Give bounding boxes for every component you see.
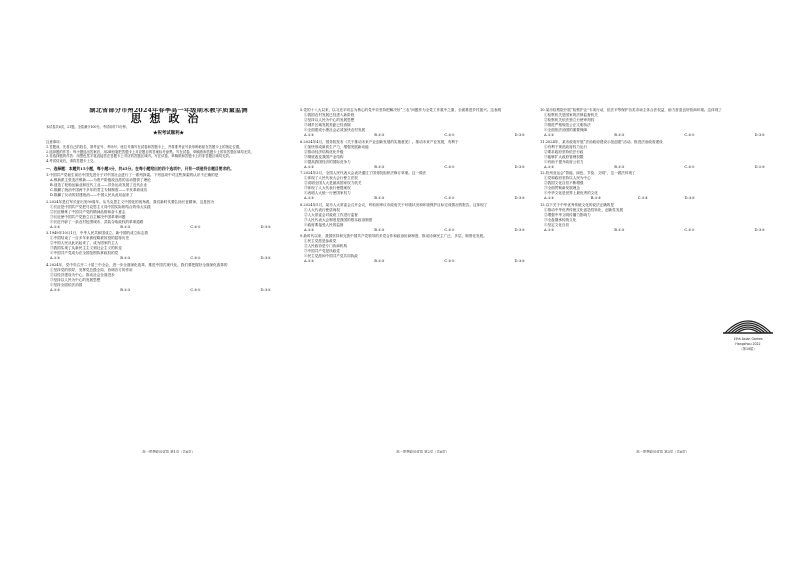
question-option: ②说明全国人大是最高国家权力机关 xyxy=(304,181,362,185)
question xyxy=(540,171,785,201)
question-option: ①坚持党的领导，发挥党总揽全局、协调各方的作用 xyxy=(50,267,133,272)
answer-choice: D.③④ xyxy=(684,196,695,200)
question-option: ④提高我国经济的国际竞争力 xyxy=(304,159,351,164)
question-option: ②以经济建设为中心，推动社会全面进步 xyxy=(50,272,115,277)
good-luck-banner: ★祝考试顺利★ xyxy=(153,131,184,137)
question-option: ③城乡区域发展差距已经消除 xyxy=(304,123,351,127)
question-option: ①加快形成新质生产力，增强发展新动能 xyxy=(304,144,369,149)
exam-notes xyxy=(46,140,291,163)
question-option: C.推翻了统治中国两千多年的君主专制制度——辛亥革命成功 xyxy=(50,188,148,193)
question-stem: 11.2024年，某市政府开展“法治政府建设示范创建”活动。推进法治政府建设 xyxy=(540,139,663,144)
question-stem: 13.以下关于中华优秀传统文化的说法正确的是 xyxy=(540,202,614,207)
answer-choice: D.③④ xyxy=(754,133,765,137)
exam-title: 湖北省部分市州2024年春季高一年级期末教学质量监测 xyxy=(89,108,248,114)
answer-choice: B.①③ xyxy=(614,133,625,137)
question-stem: 4.2024年，党中央召开二十届三中全会，进一步全面深化改革，推进中国式现代化。我们要把握好全面深化改革的 xyxy=(46,262,228,267)
question-option: ①我国农村发展已经进入新阶段 xyxy=(304,113,355,117)
question-option: ③人民代表大会制度是我国的根本政治制度 xyxy=(304,217,373,222)
question-stem: 12.杭州亚运会“智能、绿色、节俭、文明”，这一做法体现了 xyxy=(540,171,636,175)
note-line: 3.非选择题的作答：用黑色签字笔直接答在答题卡上对应的答题区域内。写在试卷、草稿纸和答题卡上的非答题区域均无效。 xyxy=(46,154,233,159)
question xyxy=(46,263,291,293)
question-option: ①体现了人民代表大会行使立法权 xyxy=(304,176,358,180)
exam-info: 本试卷共6页，21题。全卷满分100分。考试用时75分钟。 xyxy=(46,125,130,129)
answer-choice: A.①② xyxy=(544,133,555,137)
page-footer: 高一思想政治试卷 第1页（共6页） xyxy=(142,450,195,453)
exam-subject: 思想政治 xyxy=(130,112,207,125)
answer-choice: A.①② xyxy=(304,133,315,137)
question-option: ③推进严格规范公正文明执法 xyxy=(544,123,591,127)
answer-choice: B.①③ xyxy=(120,287,131,292)
question-option: ①长征是中国共产党把马克思主义同中国实际相结合的伟大实践 xyxy=(50,204,151,209)
exam-page-2 xyxy=(300,108,545,453)
question-option: ④政府要接受人民的监督 xyxy=(304,222,344,227)
question-option: ②我国文化自信不断增强 xyxy=(544,181,584,185)
answer-choices xyxy=(540,228,785,233)
note-line: 1.答题前，先将自己的姓名、准考证号、考场号、座位号填写在试卷和答题卡上，并将准考证号条形码粘贴在答题卡上的指定位置。 xyxy=(46,145,243,149)
question-option: ③中国共产党是执政党 xyxy=(304,249,340,253)
asian-games-emblem-icon xyxy=(723,321,773,333)
question-stem: 1.中国共产党诞生前后中国先进分子对中国社会进行了一系列探索。下列选项中对这些探索的认识不正确的是 xyxy=(46,173,219,178)
question xyxy=(300,203,545,233)
answer-choice: C.②④ xyxy=(444,133,455,137)
page-footer: 高一思想政治试卷 第3页（共6页） xyxy=(636,450,689,453)
question-stem: 5.党的十八大以来，以习近平同志为核心的党中央坚持把解决好“三农”问题作为全党工作重中之重，全面推进乡村振兴。这表明 xyxy=(300,108,502,112)
answer-choice: C.②④ xyxy=(444,259,455,263)
answer-choice: D.③④ xyxy=(514,196,525,200)
answer-choice: A.①② xyxy=(544,227,555,232)
answer-choice: B.①③ xyxy=(120,256,131,261)
question xyxy=(540,108,785,138)
answer-choice: B.①③ xyxy=(374,196,385,200)
question-option: ③全面贯彻新发展理念 xyxy=(544,186,580,190)
answer-choice: D.①④ xyxy=(754,164,765,169)
note-line: 4.考试结束后，请将答题卡上交。 xyxy=(46,158,97,163)
answer-choice: A.①② xyxy=(304,227,315,232)
answer-choice: B.①③ xyxy=(590,196,602,200)
answer-choice: B.①③ xyxy=(374,227,385,232)
question-option: ②坚持以人民为中心的发展思想 xyxy=(304,118,355,122)
answer-choice: C.②③ xyxy=(637,196,648,200)
question-stem: 8.2024年5月，某市人大常委会召开会议，听取和审议市政府关于环境状况和环境保护目标完成情况的报告。这体现了 xyxy=(300,202,488,207)
question-option: ①检察机关是国家的法律监督机关 xyxy=(544,113,598,117)
answer-choices xyxy=(46,288,291,293)
answer-choice: B.①③ xyxy=(614,164,625,169)
answer-choice: A.①② xyxy=(544,164,555,169)
question-option: ②人民政协是专门协商机构 xyxy=(304,244,348,248)
question xyxy=(300,108,545,138)
question-option: ①人大代表行使质询权 xyxy=(304,207,340,212)
question xyxy=(300,171,545,201)
page-footer: 高一思想政治试卷 第2页（共6页） xyxy=(396,450,449,453)
answer-choices xyxy=(540,165,785,170)
question-option: ②检察机关依法独立行使审判权 xyxy=(544,118,595,122)
question-stem: 2.2024年是红军长征出发90周年。从马克思主义中国化的视角看，我们新时代要弘扬长征精神，这是因为 xyxy=(46,199,215,204)
answer-choice: C.②④ xyxy=(684,164,695,169)
question xyxy=(540,203,785,233)
answer-choice: D.③④ xyxy=(514,133,525,137)
question-option: B.创造了轮船运输业和近代工业——洋务运动发展了近代企业 xyxy=(50,183,148,188)
answer-choice: D.③④ xyxy=(260,224,271,229)
question-option: ④全面建成小康社会必须加快农村发展 xyxy=(304,128,366,132)
question-stem: 9.新时代以来，我国坚持和完善中国共产党领导的多党合作和政治协商制度，推动协商民主广泛、多层、制度化发展。 xyxy=(300,234,487,238)
question xyxy=(540,140,785,170)
exam-page-3 xyxy=(540,108,785,453)
question-option: ③我国实现了从新民主主义到社会主义的转变 xyxy=(50,246,122,251)
question-option: ②增强中华文明传播力影响力 xyxy=(544,212,591,217)
question-option: ④坚持全面依法治国 xyxy=(50,282,83,287)
answer-choice: A.①② xyxy=(304,164,315,169)
question-option: ④表明人大统一行使国家权力 xyxy=(304,191,351,195)
answer-choice: A.①② xyxy=(544,196,555,200)
question-stem: 10.某市检察院开展“检察护企”专项行动，依法平等保护各类市场主体合法权益，助力营造良好营商环境。这体现了 xyxy=(540,108,722,112)
question-option: ④全面依法治国的重要保障 xyxy=(544,128,588,132)
question-option: ③坚持以人民为中心的发展思想 xyxy=(50,277,101,282)
question-option: ②长征锤炼了中国共产党的精神品格和奋斗意志 xyxy=(50,209,126,214)
question-option: ①推动中华优秀传统文化创造性转化、创新性发展 xyxy=(544,207,624,212)
answer-choices xyxy=(46,256,291,261)
answer-choice: D.③④ xyxy=(754,227,765,232)
question-option: ①党和政府坚持以人民为中心 xyxy=(544,176,591,180)
question-option: ④中华文化是世界上最优秀的文化 xyxy=(544,191,598,195)
answer-choice: D.③④ xyxy=(260,287,271,292)
answer-choices xyxy=(300,133,545,138)
answer-choice: B.①③ xyxy=(614,227,625,232)
answer-choice: D.③④ xyxy=(514,227,525,232)
answer-choice: C.②④ xyxy=(684,227,695,232)
section-heading: 一、选择题：本题共15小题，每小题3分，共45分。在每小题给出的四个选项中，只有一项是符合题目要求的。 xyxy=(46,166,234,172)
answer-choices xyxy=(540,196,715,201)
answer-choice: C.②④ xyxy=(190,256,201,261)
question-option: ①民主党派是参政党 xyxy=(304,239,337,243)
question xyxy=(300,234,545,264)
answer-choice: B.①③ xyxy=(374,259,385,263)
logo-caption-3: （第19届） xyxy=(739,347,757,351)
question-option: ③体现了人大代表行使提案权 xyxy=(304,186,351,190)
question-stem: 3.1949年10月1日，中华人民共和国成立。新中国的成立标志着 xyxy=(46,231,149,236)
question-option: ①有利于规范政府权力运行 xyxy=(544,144,588,149)
answer-choice: A.①② xyxy=(304,196,315,200)
answer-choices xyxy=(300,165,545,170)
question-option: ②推动经济结构优化升级 xyxy=(304,149,344,154)
answer-choices xyxy=(300,259,545,264)
note-line: 注意事项： xyxy=(46,140,63,145)
question-option: ②要求政府坚持依法行政 xyxy=(544,149,584,154)
logo-caption-1: 19th Asian Games xyxy=(733,337,763,341)
answer-choice: C.②④ xyxy=(190,224,201,229)
question-option: D.推翻了反动的封建统治——中国人民从此站起来了 xyxy=(50,193,133,198)
answer-choice: C.②④ xyxy=(444,196,455,200)
answer-choice: D.③④ xyxy=(514,259,525,263)
question-option: ②中国人民从此站起来了，成为国家的主人 xyxy=(50,241,119,246)
question-option: A.维新派主张变法维新——为资产阶级改良派的活动提供了理论 xyxy=(50,178,151,183)
question-stem: 6.2024年4月，国务院发布《关于推动未来产业创新发展的实施意见》。推动未来产业发展，有利于 xyxy=(300,139,459,144)
answer-choice: D.③④ xyxy=(514,164,525,169)
question-option: ④长征开辟了一条农村包围城市、武装夺取政权的革命道路 xyxy=(50,219,144,224)
answer-choice: C.②④ xyxy=(444,164,455,169)
answer-choice: B.①③ xyxy=(374,133,385,137)
answer-choice: A.①② xyxy=(304,259,315,263)
answer-choice: C.②④ xyxy=(444,227,455,232)
note-line: 2.选择题的作答：每小题选出答案后，用2B铅笔把答题卡上对应题目的答案标号涂黑。写在试卷、草稿纸和答题卡上的非答题区域均无效。 xyxy=(46,149,254,154)
answer-choice: D.③④ xyxy=(260,256,271,261)
answer-choices xyxy=(300,228,545,233)
answer-choice: A.①② xyxy=(50,287,61,292)
question-option: ④坚定文化自信 xyxy=(544,222,570,227)
question-option: ③长征使中国共产党独立自主解决中国革命问题 xyxy=(50,214,126,219)
question-option: ④中国共产党成为在全国范围执掌政权的党 xyxy=(50,251,119,256)
answer-choice: A.①② xyxy=(50,256,61,261)
answer-choices xyxy=(540,133,785,138)
question-option: ②人大常委会对政府工作进行监督 xyxy=(304,212,358,217)
answer-choice: B.①③ xyxy=(120,224,131,229)
question xyxy=(46,231,291,261)
question xyxy=(300,140,545,170)
exam-page-1 xyxy=(46,108,291,453)
question-option: ④民主党派和中国共产党共同执政 xyxy=(304,254,358,258)
answer-choice: A.①② xyxy=(50,224,61,229)
question-stem: 7.2024年3月，全国人民代表大会表决通过了国务院组织法修订草案。这一做法 xyxy=(300,171,427,175)
logo-caption-2: Hangzhou 2022 xyxy=(735,342,761,346)
answer-choice: C.②④ xyxy=(190,287,201,292)
answer-choice: C.②④ xyxy=(684,133,695,137)
answer-choices xyxy=(46,225,291,230)
question-option: ④有助于提升政府公信力 xyxy=(544,159,584,164)
answer-choice: B.①③ xyxy=(374,164,385,169)
answer-choices xyxy=(300,196,545,201)
question-option: ③全盘继承传统文化 xyxy=(544,217,577,222)
question-option: ③彻底改变我国产业结构 xyxy=(304,154,344,159)
question-option: ①中国结束了一百多年来被侵略被奴役的屈辱历史 xyxy=(50,236,130,241)
question xyxy=(46,200,291,230)
question-option: ③能够扩大政府管理权限 xyxy=(544,154,584,159)
question xyxy=(46,173,291,198)
asian-games-logo xyxy=(717,313,779,353)
